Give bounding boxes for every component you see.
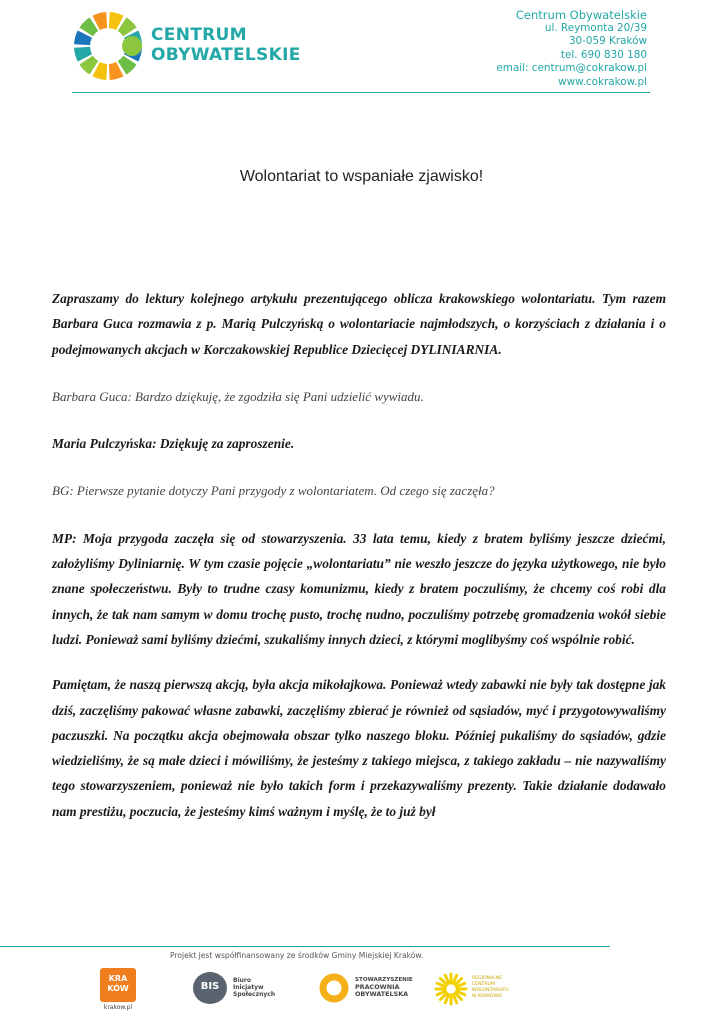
centre-name-1: REGIONALNE <box>472 976 503 981</box>
contact-name: Centrum Obywatelskie <box>515 8 647 22</box>
contact-email[interactable]: email: centrum@cokrakow.pl <box>496 62 647 75</box>
krakow-logo-line-2: KÓW <box>107 984 129 993</box>
article-body <box>52 286 666 846</box>
pracownia-name-2: PRACOWNIA <box>355 983 400 991</box>
logo-line-1: CENTRUM <box>151 25 247 45</box>
pracownia-ring-icon <box>318 972 350 1004</box>
pracownia-name-3: OBYWATELSKA <box>355 990 409 998</box>
centre-name-2: CENTRUM <box>472 982 495 987</box>
krakow-url: krakow.pl <box>103 1004 133 1011</box>
header-divider <box>72 92 650 93</box>
contact-street: ul. Reymonta 20/39 <box>544 22 647 34</box>
answer-thanks: Maria Pulczyńska: Dziękuję za zaproszenie. <box>52 436 295 452</box>
contact-phone: tel. 690 830 180 <box>560 48 647 61</box>
volunteer-centre-logo <box>434 972 534 1016</box>
centre-name-4: W KRAKOWIE <box>472 994 503 999</box>
pracownia-logo <box>318 972 418 1016</box>
footer-divider <box>0 946 610 947</box>
contact-website[interactable]: www.cokrakow.pl <box>558 75 647 88</box>
logo-ring-icon <box>72 10 144 82</box>
bis-name-1: Biuro <box>233 977 251 984</box>
centrum-logo-icon <box>72 10 144 82</box>
question-first: BG: Pierwsze pytanie dotyczy Pani przygody z wolontariatem. Od czego się zaczęła? <box>52 483 495 499</box>
logo-dot <box>122 36 142 56</box>
bis-logo <box>193 972 283 1016</box>
contact-block <box>496 8 647 89</box>
krakow-logo-line-1: KRA <box>108 974 128 983</box>
bis-short: BIS <box>200 981 220 992</box>
sun-icon <box>434 972 468 1006</box>
funding-note: Projekt jest współfinansowany ze środków Gminy Miejskiej Kraków. <box>170 951 424 960</box>
intro-paragraph: Zapraszamy do lektury kolejnego artykułu prezentującego oblicza krakowskiego wolontariatu. Tym razem Barbara Guca rozmawia z p. Marią Pulczyńską o wolontariacie najmłodszych, o korzyściach z działania i o podejmowanych akcjach w Korczakowskiej Republice Dziecięcej DYLINIARNIA. <box>52 291 666 357</box>
centre-name-3: WOLONTARIATU <box>472 988 509 993</box>
bis-name-3: Społecznych <box>233 991 276 998</box>
logo-wordmark <box>151 25 301 65</box>
question-thanks: Barbara Guca: Bardzo dziękuję, że zgodziła się Pani udzielić wywiadu. <box>52 388 424 404</box>
answer-first: MP: Moja przygoda zaczęła się od stowarzyszenia. 33 lata temu, kiedy z bratem byliśmy jeszcze dziećmi, założyliśmy Dyliniarnię. W tym czasie pojęcie „wolontariatu” nie weszło jeszcze do języka użytkowego, nie było znane społeczeństwu. Były to trudne czasy komunizmu, kiedy z bratem poczuliśmy, że chcemy coś robi dla innych, że tak nam samym w domu trochę pusto, trochę nudno, poczuliśmy potrzebę gromadzenia wokół siebie ludzi. Ponieważ sami byliśmy dziećmi, szukaliśmy innych dzieci, z którymi moglibyśmy coś wspólnie robić. <box>52 530 666 647</box>
logo-line-2: OBYWATELSKIE <box>151 45 301 65</box>
bis-circle-icon <box>193 972 227 1004</box>
answer-continued: Pamiętam, że naszą pierwszą akcją, była akcja mikołajkowa. Ponieważ wtedy zabawki nie były tak dostępne jak dziś, zaczęliśmy pakować własne zabawki, zaczęliśmy zbierać je również od sąsiadów, myć i przygotowywaliśmy paczuszki. Na początku akcja obejmowała obszar tylko naszego bloku. Później pukaliśmy do sąsiadów, gdzie wiedzieliśmy, że są małe dzieci i mówiliśmy, że jesteśmy z takiego miejsca, z takiego zakładu – nie nazywaliśmy tego stowarzyszeniem, ponieważ nie było takich form i przekazywaliśmy prezenty. Takie działanie dodawało nam prestiżu, poczucia, że jesteśmy kimś ważnym i myślę, że to już był <box>52 677 666 819</box>
article-title: Wolontariat to wspaniałe zjawisko! <box>239 168 484 185</box>
contact-city: 30-059 Kraków <box>568 35 647 48</box>
krakow-logo <box>100 968 140 1012</box>
krakow-badge-icon <box>100 968 136 1002</box>
pracownia-name-1: STOWARZYSZENIE <box>355 977 413 983</box>
bis-name-2: Inicjatyw <box>233 984 264 991</box>
